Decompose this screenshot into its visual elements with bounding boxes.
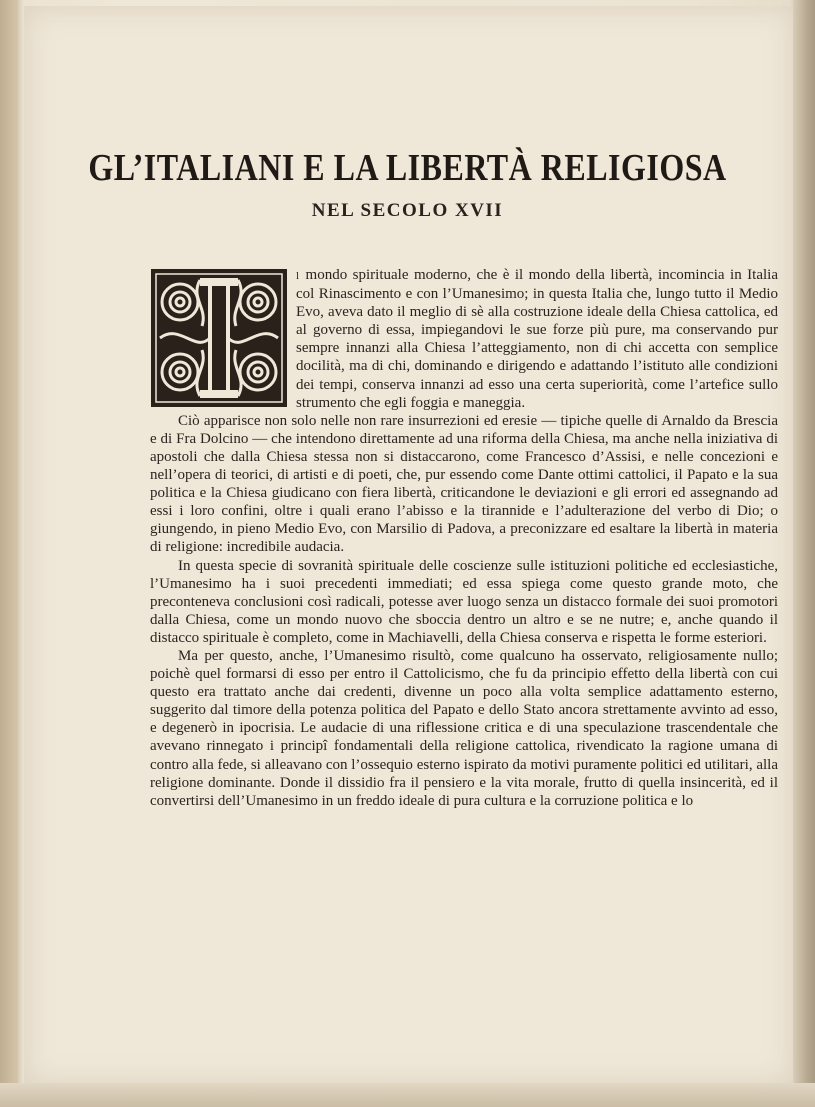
paragraph-1-lead: l — [296, 270, 301, 282]
article-body — [150, 266, 778, 810]
article-subtitle: NEL SECOLO XVII — [311, 200, 504, 221]
paragraph-4: Ma per questo, anche, l’Umanesimo risultò, come qualcuno ha osservato, religiosamente nullo; poichè quel formarsi di esso per entro il Cattolicismo, che fu da principio effetto della libertà con cui questo era trattato anche dai credenti, divenne un poco alla volta semplice adattamento esterno, suggerito dal timore della potenza politica del Papato e dello Stato ancora strettamente avvinto ad esso, e degenerò in ipocrisia. Le audacie di una riflessione critica e di una speculazione trascendentale che avevano rinnegato i principî fondamentali della religione cattolica, rivendicato la ragione umana di contro alla fede, si alleavano con l’ossequio esterno ispirato da motivi puramente politici ed utilitari, alla religione dominante. Donde il dissidio fra il pensiero e la vita morale, frutto di quella insincerità, ed il convertirsi dell’Umanesimo in un freddo ideale di pura cultura e la corruzione politica e lo — [150, 647, 778, 809]
paragraph-1-text: mondo spirituale moderno, che è il mondo della libertà, incomincia in Italia col Rinascimento e con l’Umanesimo; in questa Italia che, lungo tutto il Medio Evo, aveva dato il meglio di sè alla costruzione ideale della Chiesa cattolica, ed al governo di essa, impiegandovi le sue forze più pure, ma conservando pur sempre innanzi alla Chiesa l’atteggiamento, non di chi accetta con semplice docilità, ma di chi, dominando e dirigendo e adattando l’istituto alle condizioni dei tempi, conserva innanzi ad esso una certa superiorità, come l’artefice sullo strumento che egli foggia e maneggia. — [296, 267, 778, 411]
ornamental-initial-icon — [150, 268, 288, 408]
paragraph-2: Ciò apparisce non solo nelle non rare insurrezioni ed eresie — tipiche quelle di Arnaldo da Brescia e di Fra Dolcino — che intendono direttamente ad una riforma della Chiesa, ma anche nella iniziativa di apostoli che dalla Chiesa stessa non si distaccarono, come Francesco d’Assisi, e nelle concezioni e nell’opera di teorici, di artisti e di poeti, che, pur essendo come Dante ottimi cattolici, il Papato e la sua politica e la Chiesa giudicano con fiera libertà, criticandone le deviazioni e gli errori ed assegnando ad essi i loro confini, oltre i quali erano l’abisso e la tirannide e l’adulterazione del verbo di Dio; o giungendo, in pieno Medio Evo, con Marsilio di Padova, a preconizzare ed esaltare la libertà in materia di religione: incredibile audacia. — [150, 412, 778, 556]
paragraph-3: In questa specie di sovranità spirituale delle coscienze sulle istituzioni politiche ed ecclesiastiche, l’Umanesimo ha i suoi precedenti immediati; ed essa spiega come questo grande moto, che preconteneva conclusioni così radicali, potesse aver luogo senza un distacco formale dei suoi promotori dalla Chiesa, come un mondo nuovo che sboccia dentro un altro e se ne nutre; e, anche quando il distacco spirituale è completo, come in Machiavelli, della Chiesa conserva e rispetta le forme esteriori. — [150, 557, 778, 646]
article-title: GL’ITALIANI E LA LIBERTÀ RELIGIOSA — [88, 146, 727, 189]
page-edge-bottom — [0, 1083, 815, 1107]
